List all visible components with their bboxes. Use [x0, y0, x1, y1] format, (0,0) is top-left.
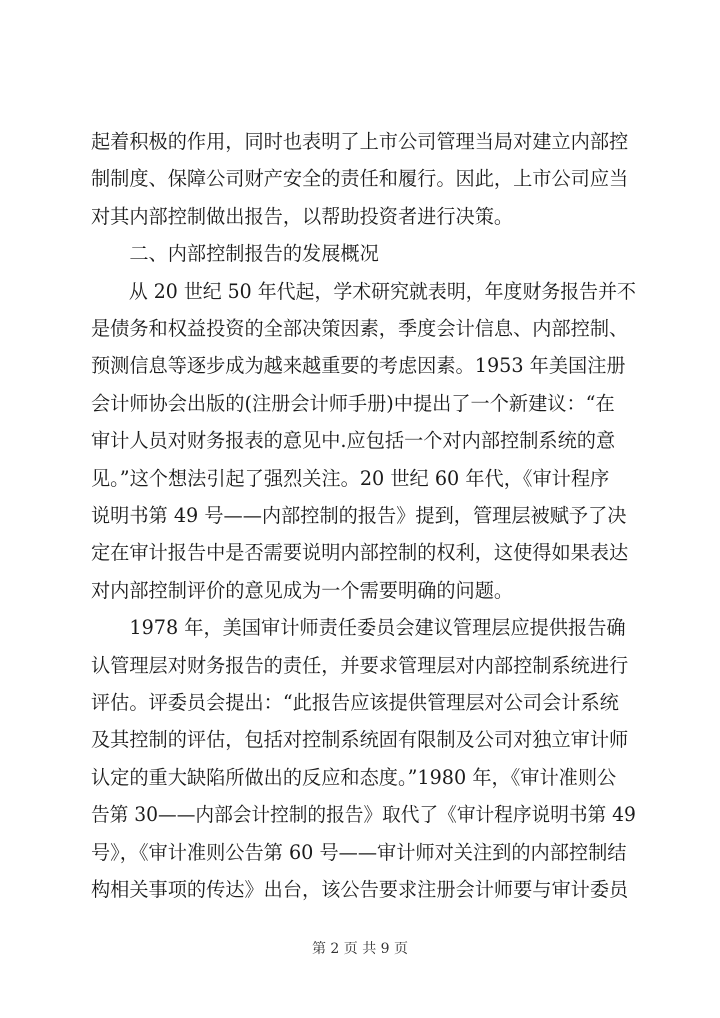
text-line: 制制度、保障公司财产安全的责任和履行。因此，上市公司应当 [91, 167, 629, 191]
text-line: 评估。评委员会提出：“此报告应该提供管理层对公司会计系统 [91, 691, 619, 714]
text-line: 说明书第 49 号——内部控制的报告》提到，管理层被赋予了决 [91, 504, 627, 527]
text-line: 认管理层对财务报告的责任，并要求管理层对内部控制系统进行 [91, 653, 629, 677]
text-line: 起着积极的作用，同时也表明了上市公司管理当局对建立内部控 [91, 130, 629, 153]
text-line: 构相关事项的传达》出台，该公告要求注册会计师要与审计委员 [91, 878, 629, 901]
text-line: 号》，《审计准则公告第 60 号——审计师对关注到的内部控制结 [91, 840, 627, 864]
text-line: 认定的重大缺陷所做出的反应和态度。”1980 年，《审计准则公 [91, 765, 617, 789]
text-line: 预测信息等逐步成为越来越重要的考虑因素。1953 年美国注册 [91, 354, 626, 378]
text-line: 对其内部控制做出报告，以帮助投资者进行决策。 [91, 204, 514, 228]
text-line: 二、内部控制报告的发展概况 [91, 242, 379, 266]
text-line: 是债务和权益投资的全部决策因素，季度会计信息、内部控制、 [91, 317, 629, 340]
text-line: 见。”这个想法引起了强烈关注。20 世纪 60 年代，《审计程序 [91, 466, 610, 490]
text-line: 对内部控制评价的意见成为一个需要明确的问题。 [91, 578, 514, 602]
page-footer: 第 2 页 共 9 页 [311, 941, 409, 957]
text-line: 告第 30——内部会计控制的报告》取代了《审计程序说明书第 49 [91, 803, 636, 827]
text-line: 从 20 世纪 50 年代起，学术研究就表明，年度财务报告并不 [91, 279, 636, 303]
text-line: 会计师协会出版的(注册会计师手册)中提出了一个新建议：“在 [91, 391, 615, 415]
text-line: 定在审计报告中是否需要说明内部控制的权利，这使得如果表达 [91, 541, 629, 565]
text-line: 及其控制的评估，包括对控制系统固有限制及公司对独立审计师 [91, 728, 629, 752]
text-line: 审计人员对财务报表的意见中.应包括一个对内部控制系统的意 [91, 429, 616, 453]
text-line: 1978 年，美国审计师责任委员会建议管理层应提供报告确 [91, 616, 626, 640]
